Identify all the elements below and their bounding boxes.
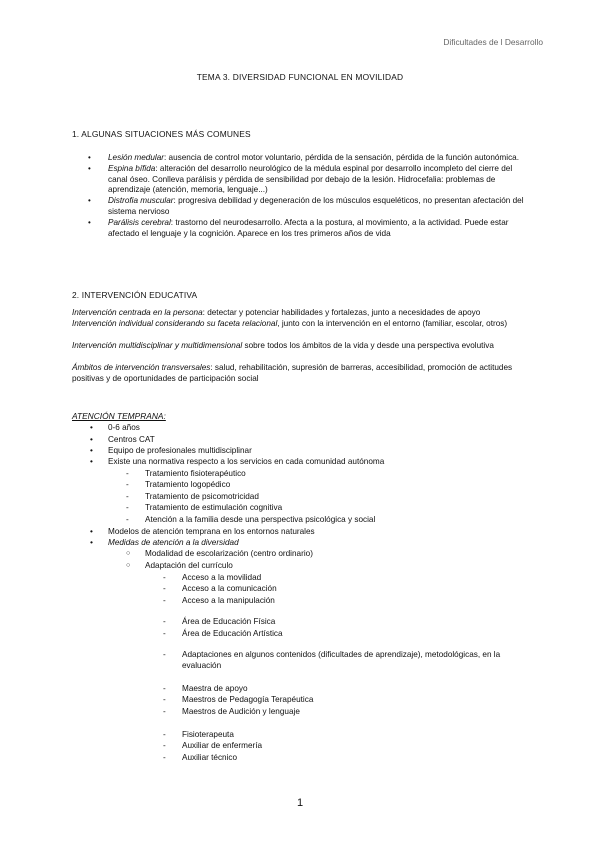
- adaptation-item: - Auxiliar de enfermería: [182, 741, 262, 752]
- service-item: - Tratamiento logopédico: [145, 480, 230, 491]
- document-title: TEMA 3. DIVERSIDAD FUNCIONAL EN MOVILIDAD: [196, 72, 404, 82]
- intervention-paragraph: Intervención individual considerando su faceta relacional, junto con la intervención en el entorno (familiar, escolar, otros): [72, 319, 508, 328]
- running-header: Dificultades de l Desarrollo: [443, 37, 543, 47]
- list-item: • Existe una normativa respecto a los servicios en cada comunidad autónoma: [108, 457, 384, 468]
- service-item: - Tratamiento de psicomotricidad: [145, 492, 259, 503]
- section-1-list: [72, 153, 532, 239]
- intervention-paragraph: Ámbitos de intervención transversales: salud, rehabilitación, supresión de barreras, accesibilidad, promoción de actitudes positivas y de oportunidades de participación social: [72, 363, 513, 383]
- intervention-paragraph: Intervención centrada en la persona: detectar y potenciar habilidades y fortalezas, junto a necesidades de apoyo: [72, 308, 481, 317]
- list-item: • Centros CAT: [108, 435, 155, 446]
- adaptation-item: - Maestros de Pedagogía Terapéutica: [182, 695, 313, 706]
- adaptation-item: - Auxiliar técnico: [182, 753, 237, 764]
- page-number: 1: [296, 797, 304, 809]
- adaptation-item: - Maestros de Audición y lenguaje: [182, 707, 300, 718]
- list-item: • Distrofia muscular: progresiva debilidad y degeneración de los músculos esqueléticos, no presentan afectación del sistema nervioso: [72, 196, 532, 218]
- list-item: • Espina bífida: alteración del desarrollo neurológico de la médula espinal por desarrollo incompleto del cierre del canal óseo. Conlleva parálisis y pérdida de sensibilidad por debajo de la lesión. Hidrocefalia: problemas de aprendizaje (atención, memoria, lenguaje...): [72, 164, 532, 196]
- service-item: - Atención a la familia desde una perspectiva psicológica y social: [145, 515, 375, 526]
- list-item: • Medidas de atención a la diversidad: [108, 538, 239, 549]
- service-item: - Tratamiento fisioterapéutico: [145, 469, 246, 480]
- list-item: • Parálisis cerebral: trastorno del neurodesarrollo. Afecta a la postura, al movimiento, a la actividad. Puede estar afectado el lenguaje y la cognición. Aparece en los tres primeros años de vida: [72, 218, 532, 240]
- section-1-heading: 1. ALGUNAS SITUACIONES MÁS COMUNES: [72, 129, 251, 139]
- adaptation-item: - Maestra de apoyo: [182, 684, 248, 695]
- list-item: • 0-6 años: [108, 423, 140, 434]
- list-item: • Modelos de atención temprana en los entornos naturales: [108, 527, 315, 538]
- adaptation-item: - Fisioterapeuta: [182, 730, 234, 741]
- list-item: • Equipo de profesionales multidisciplinar: [108, 446, 252, 457]
- adaptation-item: - Adaptaciones en algunos contenidos (dificultades de aprendizaje), metodológicas, en la evaluación: [182, 650, 522, 672]
- sub-item: ○ Adaptación del currículo: [145, 561, 233, 572]
- adaptation-item: - Acceso a la manipulación: [182, 596, 275, 607]
- adaptation-item: - Área de Educación Artística: [182, 629, 283, 640]
- sub-item: ○ Modalidad de escolarización (centro ordinario): [145, 549, 313, 560]
- atencion-temprana-heading: ATENCIÓN TEMPRANA:: [72, 411, 166, 421]
- intervention-paragraph: Intervención multidisciplinar y multidimensional sobre todos los ámbitos de la vida y desde una perspectiva evolutiva: [72, 341, 494, 350]
- adaptation-item: - Área de Educación Física: [182, 617, 275, 628]
- service-item: - Tratamiento de estimulación cognitiva: [145, 503, 282, 514]
- adaptation-item: - Acceso a la movilidad: [182, 573, 261, 584]
- section-2-heading: 2. INTERVENCIÓN EDUCATIVA: [72, 290, 198, 300]
- list-item: • Lesión medular: ausencia de control motor voluntario, pérdida de la sensación, pérdida de la función autonómica.: [72, 153, 532, 164]
- adaptation-item: - Acceso a la comunicación: [182, 584, 277, 595]
